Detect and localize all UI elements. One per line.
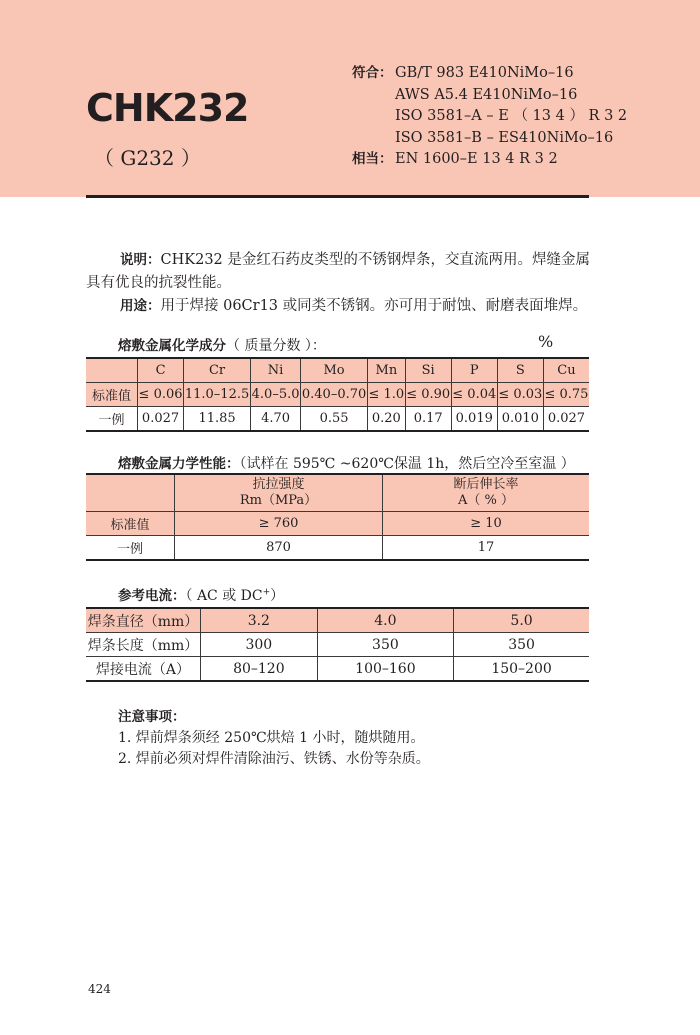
elongation-header: 断后伸长率 A（ % ） [383,474,590,512]
table-row: 标准值 ≥ 760 ≥ 10 [86,512,589,536]
table-row: 焊条直径（mm） 3.2 4.0 5.0 [86,608,589,633]
table-row: 焊条长度（mm） 300 350 350 [86,633,589,657]
usage-paragraph [86,295,590,318]
header-band [0,0,700,197]
product-title: CHK232 [86,86,249,130]
table-row: 标准值 ≤ 0.06 11.0–12.5 4.0–5.0 0.40–0.70 ≤ 1.0 ≤ 0.90 ≤ 0.04 ≤ 0.03 ≤ 0.75 [86,383,589,407]
current-heading: 参考电流：（ AC 或 DC+） [118,587,285,604]
standard-row: 符合： GB/T 983 E410NiMo–16 [352,65,574,81]
page-number: 424 [88,982,111,996]
table-row: 焊接电流（A） 80–120 100–160 150–200 [86,657,589,682]
description-label: 说明： [120,252,161,268]
description-text: CHK232 是金红石药皮类型的不锈钢焊条，交直流两用。焊缝金属具有优良的抗裂性能。 [86,252,590,291]
standard-row: 相当： EN 1600–E 13 4 R 3 2 [352,151,558,168]
mechanical-heading: 熔敷金属力学性能：（试样在 595℃ ~620℃保温 1h，然后空冷至室温 ） [118,456,575,472]
table-row: 一例 870 17 [86,536,589,561]
standard-row: AWS A5.4 E410NiMo–16 [395,86,578,103]
unit-label: % [538,332,554,351]
notes-heading: 注意事项： [118,709,186,725]
usage-label: 用途： [120,298,161,314]
chemical-table: C Cr Ni Mo Mn Si P S Cu 标准值 ≤ 0.06 11.0–12.5 4.0–5.0 0.40–0.70 ≤ 1.0 ≤ 0.90 ≤ 0.04 ≤ 0.03 ≤ 0.75 一例 0.027 11.85 4.70 0.55 0.20 0.17 0.019 0.010 0.027 [86,357,589,432]
chemical-heading: 熔敷金属化学成分（ 质量分数 ）： [118,338,326,354]
tensile-header: 抗拉强度 Rm（MPa） [175,474,383,512]
table-row: 一例 0.027 11.85 4.70 0.55 0.20 0.17 0.019 0.010 0.027 [86,407,589,432]
standards-list [352,63,627,171]
product-subtitle: （ G232 ） [94,146,201,170]
notes-section [118,707,430,770]
header-rule [86,195,589,198]
standard-row: ISO 3581–B – ES410NiMo–16 [395,129,614,146]
current-table [86,607,589,682]
usage-text: 用于焊接 06Cr13 或同类不锈钢。亦可用于耐蚀、耐磨表面堆焊。 [160,298,588,314]
note-item: 2. 焊前必须对焊件清除油污、铁锈、水份等杂质。 [118,751,430,767]
note-item: 1. 焊前焊条须经 250℃烘焙 1 小时，随烘随用。 [118,730,425,746]
standard-row: ISO 3581–A – E （ 13 4 ） R 3 2 [395,108,628,125]
description-paragraph [86,249,590,295]
mechanical-table [86,473,589,561]
